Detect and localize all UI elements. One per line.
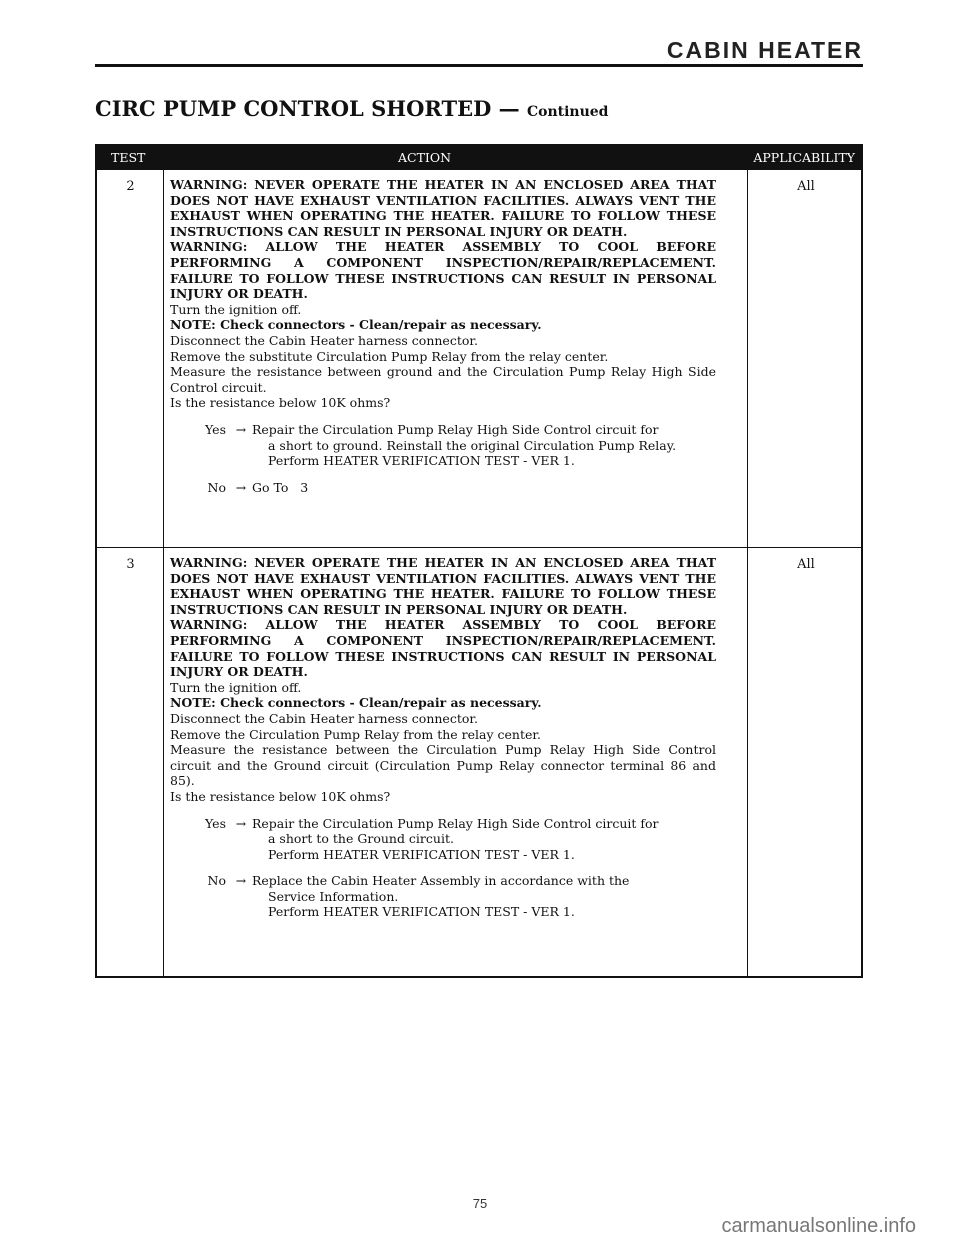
section-title: CABIN HEATER — [666, 37, 863, 63]
warning-ventilation: WARNING: NEVER OPERATE THE HEATER IN AN ENCLOSED AREA THAT DOES NOT HAVE EXHAUST VENTILATION FACILITIES. ALWAYS VENT THE EXHAUST WHEN OPERATING THE HEATER. FAILURE TO FOLLOW THESE INSTRUCTIONS CAN RESULT IN PERSONAL INJURY OR DEATH. — [170, 177, 716, 239]
yes-line: Repair the Circulation Pump Relay High Side Control circuit for — [252, 421, 659, 437]
page-heading — [95, 96, 608, 121]
warning-ventilation: WARNING: NEVER OPERATE THE HEATER IN AN ENCLOSED AREA THAT DOES NOT HAVE EXHAUST VENTILATION FACILITIES. ALWAYS VENT THE EXHAUST WHEN OPERATING THE HEATER. FAILURE TO FOLLOW THESE INSTRUCTIONS CAN RESULT IN PERSONAL INJURY OR DEATH. — [170, 555, 716, 617]
yes-action — [252, 422, 716, 469]
table-header — [97, 146, 861, 170]
header-rule — [95, 64, 863, 67]
heading-title: CIRC PUMP CONTROL SHORTED — — [95, 96, 520, 121]
step-text: Measure the resistance between the Circulation Pump Relay High Side Control circuit and the Ground circuit (Circulation Pump Relay connector terminal 86 and 85). — [170, 742, 716, 789]
no-label: No — [207, 873, 226, 889]
yes-line: Repair the Circulation Pump Relay High Side Control circuit for — [252, 815, 659, 831]
step-text: Turn the ignition off. — [170, 301, 302, 317]
no-action: Go To 3 — [252, 479, 309, 495]
no-branch — [170, 873, 716, 920]
diagnostic-table — [95, 144, 863, 978]
yes-line: a short to the Ground circuit. — [268, 831, 454, 847]
yes-action — [252, 816, 716, 863]
col-divider — [163, 170, 164, 976]
step-text: Disconnect the Cabin Heater harness connector. — [170, 332, 478, 348]
applicability: All — [797, 179, 815, 194]
table-row — [170, 177, 716, 495]
no-line: Replace the Cabin Heater Assembly in accordance with the — [252, 873, 630, 889]
arrow-icon: → — [235, 873, 247, 889]
no-line: Perform HEATER VERIFICATION TEST - VER 1. — [268, 904, 575, 920]
step-text: Turn the ignition off. — [170, 679, 302, 695]
yes-branch — [170, 816, 716, 863]
note-text: NOTE: Check connectors - Clean/repair as necessary. — [170, 317, 542, 333]
question-text: Is the resistance below 10K ohms? — [170, 395, 391, 411]
question-text: Is the resistance below 10K ohms? — [170, 788, 391, 804]
test-number: 3 — [126, 557, 135, 572]
row-divider — [97, 547, 861, 548]
arrow-icon: → — [235, 421, 247, 437]
arrow-icon: → — [235, 815, 247, 831]
test-number: 2 — [126, 179, 135, 194]
col-divider — [747, 170, 748, 976]
col-test-header: TEST — [111, 150, 146, 165]
yes-label: Yes — [205, 421, 226, 437]
watermark: carmanualsonline.info — [721, 1215, 916, 1237]
note-text: NOTE: Check connectors - Clean/repair as necessary. — [170, 695, 542, 711]
no-action — [252, 873, 716, 920]
no-label: No — [207, 479, 226, 495]
col-action-header: ACTION — [398, 150, 452, 165]
yes-label: Yes — [205, 815, 226, 831]
step-text: Measure the resistance between ground and the Circulation Pump Relay High Side Control circuit. — [170, 364, 716, 395]
yes-line: Perform HEATER VERIFICATION TEST - VER 1. — [268, 453, 575, 469]
applicability: All — [797, 557, 815, 572]
warning-cool-down: WARNING: ALLOW THE HEATER ASSEMBLY TO COOL BEFORE PERFORMING A COMPONENT INSPECTION/REPAIR/REPLACEMENT. FAILURE TO FOLLOW THESE INSTRUCTIONS CAN RESULT IN PERSONAL INJURY OR DEATH. — [170, 617, 716, 680]
step-text: Disconnect the Cabin Heater harness connector. — [170, 710, 478, 726]
step-text: Remove the Circulation Pump Relay from the relay center. — [170, 726, 541, 742]
no-branch — [170, 480, 716, 496]
yes-line: Perform HEATER VERIFICATION TEST - VER 1. — [268, 846, 575, 862]
warning-cool-down: WARNING: ALLOW THE HEATER ASSEMBLY TO COOL BEFORE PERFORMING A COMPONENT INSPECTION/REPAIR/REPLACEMENT. FAILURE TO FOLLOW THESE INSTRUCTIONS CAN RESULT IN PERSONAL INJURY OR DEATH. — [170, 239, 716, 302]
step-text: Remove the substitute Circulation Pump Relay from the relay center. — [170, 348, 609, 364]
yes-branch — [170, 422, 716, 469]
table-row — [170, 555, 716, 920]
yes-line: a short to ground. Reinstall the original Circulation Pump Relay. — [268, 437, 677, 453]
arrow-icon: → — [235, 479, 247, 495]
heading-continued: Continued — [526, 104, 609, 120]
col-applicability-header: APPLICABILITY — [753, 150, 855, 165]
no-line: Service Information. — [268, 888, 399, 904]
page-number: 75 — [472, 1196, 488, 1211]
